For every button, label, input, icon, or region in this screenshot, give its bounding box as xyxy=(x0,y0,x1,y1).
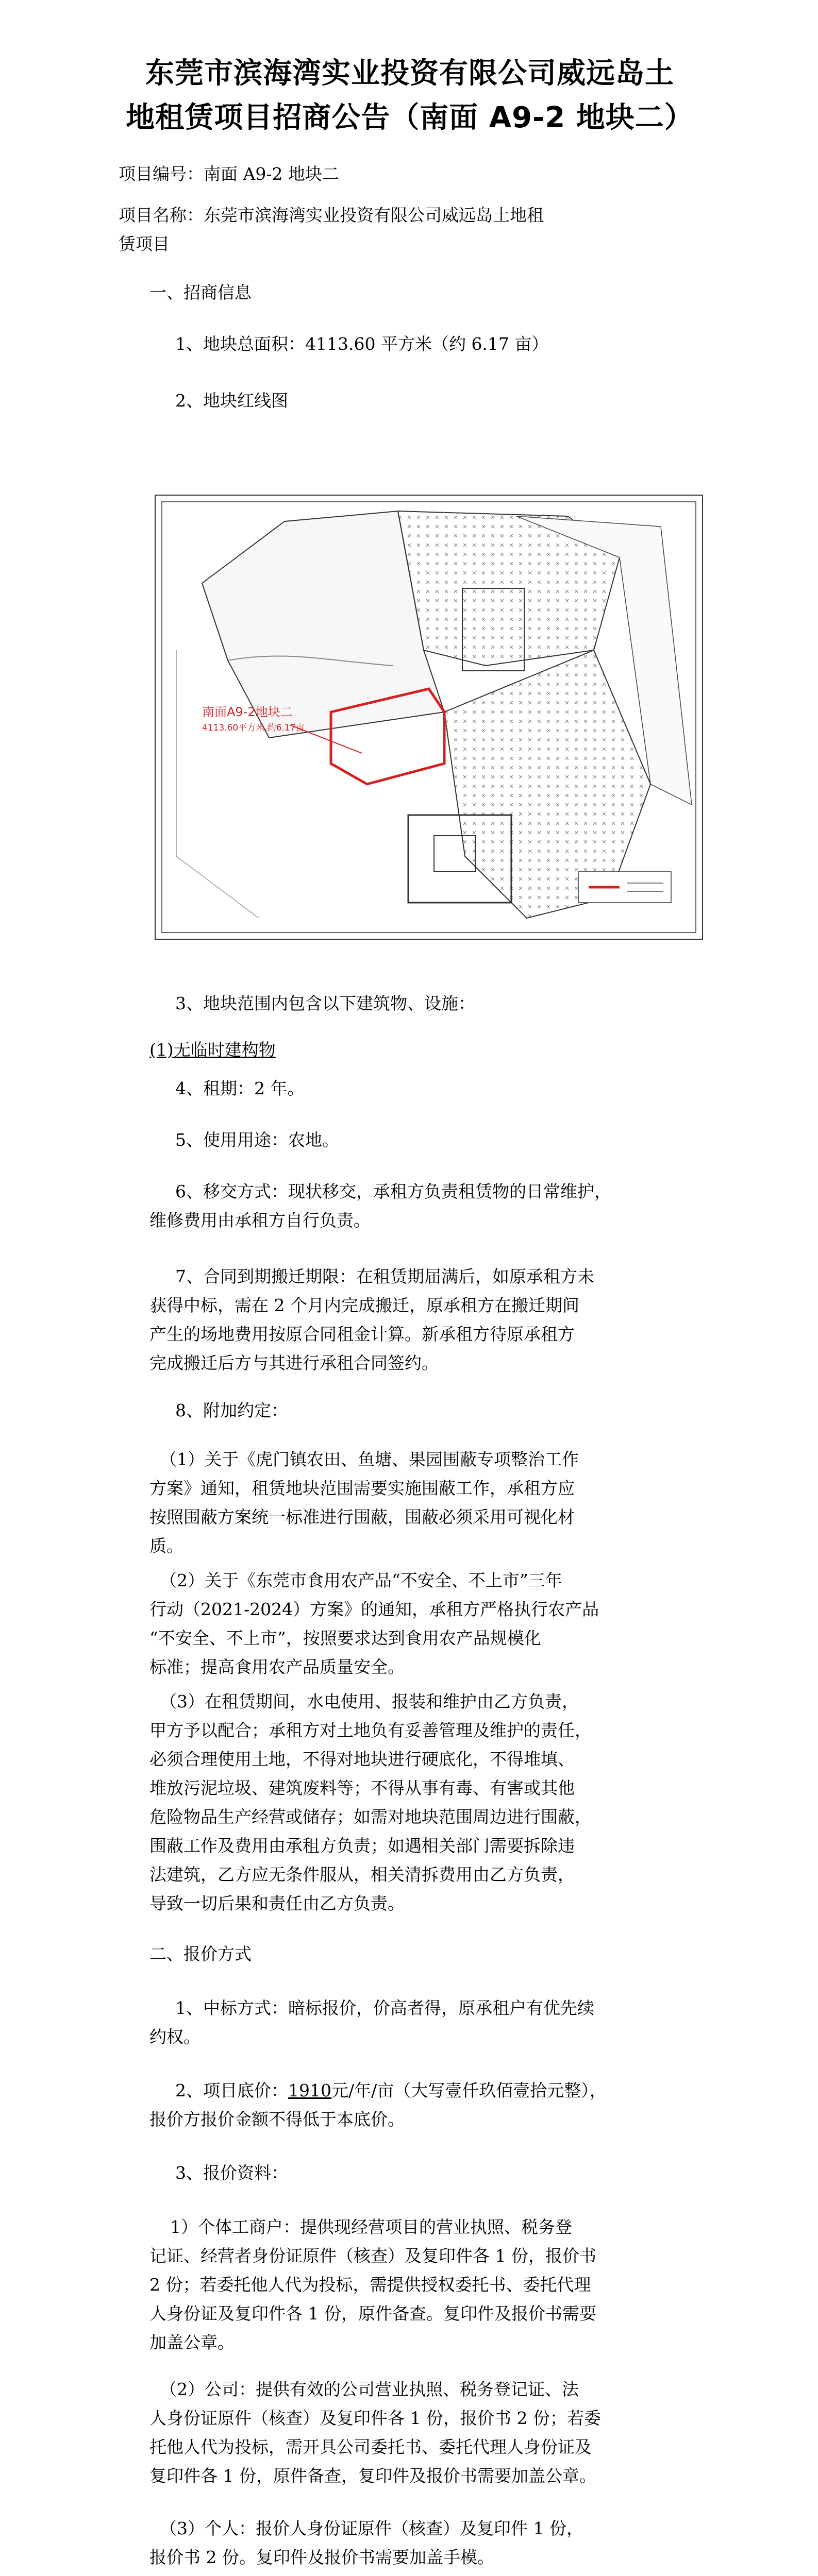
land-map-figure xyxy=(155,495,703,940)
item-7-line-2: 获得中标，需在 2 个月内完成搬迁，原承租方在搬迁期间 xyxy=(149,1295,579,1315)
map-plot-area: 4113.60平方米,约6.17亩 xyxy=(202,723,305,733)
docs-1-line-1: 1）个体工商户：提供现经营项目的营业执照、税务登 xyxy=(170,2217,572,2237)
floor-price-line-1 xyxy=(175,2076,607,2105)
project-name-line-2: 赁项目 xyxy=(119,234,170,254)
note-3-line-6: 围蔽工作及费用由承租方负责；如遇相关部门需要拆除违 xyxy=(149,1836,575,1856)
docs-1-line-4: 人身份证及复印件各 1 份，原件备查。复印件及报价书需要 xyxy=(149,2303,596,2324)
item-3-buildings: 3、地块范围内包含以下建筑物、设施： xyxy=(175,993,475,1013)
section-heading-1: 一、招商信息 xyxy=(149,282,252,302)
floor-price-unit: 元/年/亩（大写壹仟玖佰壹拾元整）， xyxy=(331,2080,607,2100)
docs-1-line-2: 记证、经营者身份证原件（核查）及复印件各 1 份，报价书 xyxy=(149,2246,596,2266)
title-line-1: 东莞市滨海湾实业投资有限公司威远岛土 xyxy=(145,57,674,90)
item-7-line-3: 产生的场地费用按原合同租金计算。新承租方待原承租方 xyxy=(149,1324,575,1344)
docs-2-line-1: （2）公司：提供有效的公司营业执照、税务登记证、法 xyxy=(160,2379,579,2399)
item-7-line-1: 7、合同到期搬迁期限：在租赁期届满后，如原承租方未 xyxy=(175,1266,594,1286)
bid-method-line-1: 1、中标方式：暗标报价，价高者得，原承租户有优先续 xyxy=(175,1998,594,2018)
floor-price-value: 1910 xyxy=(288,2080,331,2100)
bid-docs-heading: 3、报价资料： xyxy=(175,2163,288,2183)
note-3-line-3: 必须合理使用土地，不得对地块进行硬底化，不得堆填、 xyxy=(149,1749,575,1769)
section-heading-2: 二、报价方式 xyxy=(149,1944,252,1964)
item-6-line-1: 6、移交方式：现状移交，承租方负责租赁物的日常维护， xyxy=(175,1181,611,1201)
note-2-line-2: 行动（2021-2024）方案》的通知，承租方严格执行农产品 xyxy=(149,1599,599,1619)
item-4-term: 4、租期：2 年。 xyxy=(175,1078,305,1098)
note-3-line-4: 堆放污泥垃圾、建筑废料等；不得从事有毒、有害或其他 xyxy=(149,1778,575,1798)
item-3-sub: (1)无临时建构物 xyxy=(149,1040,276,1060)
item-2-map-heading: 2、地块红线图 xyxy=(175,391,288,411)
item-5-use: 5、使用用途：农地。 xyxy=(175,1130,339,1150)
docs-2-line-3: 托他人代为投标，需开具公司委托书、委托代理人身份证及 xyxy=(149,2437,592,2457)
note-1-line-4: 质。 xyxy=(149,1536,183,1556)
note-2-line-3: “不安全、不上市”，按照要求达到食用农产品规模化 xyxy=(149,1628,541,1648)
docs-3-line-1: （3）个人：报价人身份证原件（核查）及复印件 1 份， xyxy=(160,2518,583,2538)
docs-1-line-3: 2 份；若委托他人代为投标，需提供授权委托书、委托代理 xyxy=(149,2275,591,2295)
docs-3-line-2: 报价书 2 份。复印件及报价书需要加盖手模。 xyxy=(149,2547,494,2567)
note-2-line-4: 标准；提高食用农产品质量安全。 xyxy=(149,1657,405,1677)
note-3-line-5: 危险物品生产经营或储存；如需对地块范围周边进行围蔽， xyxy=(149,1807,592,1827)
item-6-line-2: 维修费用由承租方自行负责。 xyxy=(149,1210,371,1230)
note-3-line-7: 法建筑，乙方应无条件服从，相关清拆费用由乙方负责， xyxy=(149,1865,575,1885)
docs-2-line-2: 人身份证原件（核查）及复印件各 1 份，报价书 2 份；若委 xyxy=(149,2408,601,2428)
note-3-line-2: 甲方予以配合；承租方对土地负有妥善管理及维护的责任， xyxy=(149,1720,592,1740)
project-name-line-1: 项目名称：东莞市滨海湾实业投资有限公司威远岛土地租 xyxy=(119,205,544,225)
map-plot-name: 南面A9-2地块二 xyxy=(202,705,293,719)
docs-2-line-4: 复印件各 1 份，原件备查，复印件及报价书需要加盖公章。 xyxy=(149,2466,596,2486)
note-3-line-8: 导致一切后果和责任由乙方负责。 xyxy=(149,1893,405,1913)
note-3-line-1: （3）在租赁期间，水电使用、报装和维护由乙方负责， xyxy=(160,1691,579,1711)
item-8-heading: 8、附加约定： xyxy=(175,1400,288,1420)
note-1-line-1: （1）关于《虎门镇农田、鱼塘、果园围蔽专项整治工作 xyxy=(160,1449,579,1469)
docs-1-line-5: 加盖公章。 xyxy=(149,2332,235,2352)
note-2-line-1: （2）关于《东莞市食用农产品“不安全、不上市”三年 xyxy=(160,1570,562,1590)
floor-price-label: 2、项目底价： xyxy=(175,2080,288,2100)
note-1-line-2: 方案》通知，租赁地块范围需要实施围蔽工作，承租方应 xyxy=(149,1478,575,1498)
item-7-line-4: 完成搬迁后方与其进行承租合同签约。 xyxy=(149,1353,439,1373)
title-line-2: 地租赁项目招商公告（南面 A9-2 地块二） xyxy=(126,101,694,134)
page-title xyxy=(72,52,747,140)
item-1-area: 1、地块总面积：4113.60 平方米（约 6.17 亩） xyxy=(175,334,549,354)
floor-price-line-2: 报价方报价金额不得低于本底价。 xyxy=(149,2109,405,2129)
note-1-line-3: 按照围蔽方案统一标准进行围蔽，围蔽必须采用可视化材 xyxy=(149,1507,575,1527)
project-number: 项目编号：南面 A9-2 地块二 xyxy=(119,164,339,184)
bid-method-line-2: 约权。 xyxy=(149,2027,201,2047)
